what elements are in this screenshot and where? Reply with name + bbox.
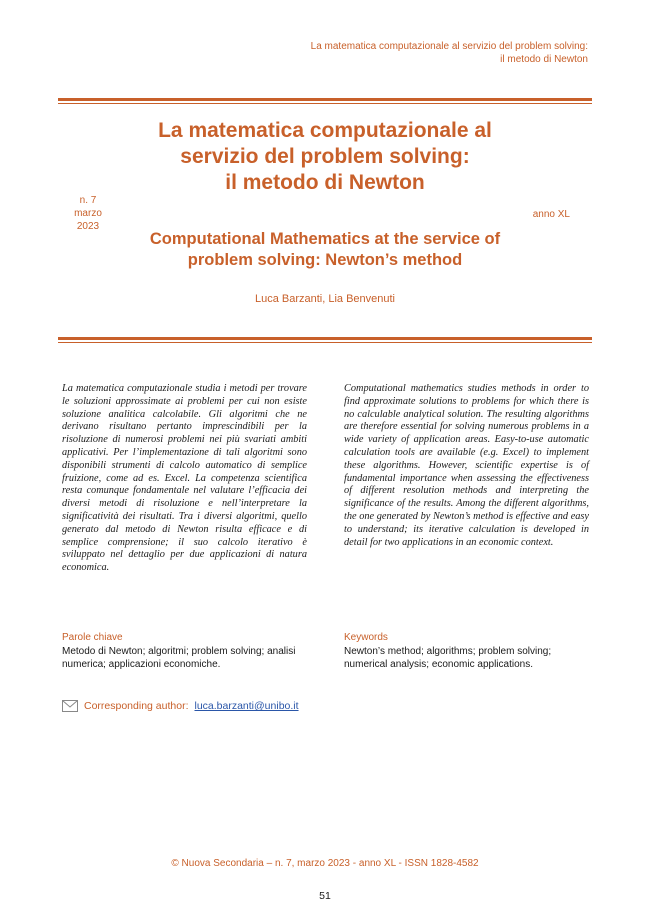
envelope-icon [62,700,78,712]
author-email-link[interactable]: luca.barzanti@unibo.it [194,700,299,712]
corresponding-author [62,700,299,712]
running-header [168,40,588,66]
top-divider [58,98,592,104]
running-header-line2: il metodo di Newton [500,54,588,65]
keywords-it-text: Metodo di Newton; algoritmi; problem solving; analisi numerica; applicazioni economiche. [62,646,296,670]
issue-number: n. 7 [79,195,97,206]
article-title-english [120,229,530,271]
issue-info [66,194,110,233]
title-en-line2: problem solving: Newton’s method [187,251,463,269]
middle-divider [58,337,592,343]
running-header-line1: La matematica computazionale al servizio del problem solving: [310,41,588,52]
title-it-line2: servizio del problem solving: [180,145,470,168]
issue-anno: anno XL [532,209,570,220]
title-en-line1: Computational Mathematics at the service of [149,230,501,248]
footer-citation: © Nuova Secondaria – n. 7, marzo 2023 - anno XL - ISSN 1828-4582 [171,858,479,869]
keywords-en-title: Keywords [344,632,388,643]
page-number: 51 [319,890,331,902]
abstract-english: Computational mathematics studies methods in order to find approximate solutions to problems for which there is no calculable analytical solution. The resulting algorithms are therefore essential for solving numerous problems in a wide variety of application areas. Easy-to-use automatic calculation tools are available (e.g. Excel) to implement these algorithms. However, scientific expertise is of fundamental importance when assessing the effectiveness of different resolution methods and interpreting the significance of the results. Among the different algorithms, the one generated by Newton’s method is effective and easy to understand; its iterative calculation is developed in detail for two applications in an economic context. [344,383,589,548]
authors: Luca Barzanti, Lia Benvenuti [254,293,396,305]
article-title-italian [120,118,530,196]
issue-year: 2023 [76,221,100,232]
issue-month: marzo [74,208,102,219]
keywords-en-text: Newton’s method; algorithms; problem solving; numerical analysis; economic applications. [344,646,552,670]
keywords-it-title: Parole chiave [62,632,123,643]
corresponding-label: Corresponding author: [84,700,189,712]
keywords-english [344,631,589,671]
abstract-italian: La matematica computazionale studia i metodi per trovare le soluzioni approssimate ai problemi per cui non esiste soluzione analitica calcolabile. Gli algoritmi che ne derivano risultano pertanto imprescindibili per la risoluzione di numerosi problemi nei più svariati ambiti applicativi. Per l’implementazione di tali algoritmi sono disponibili strumenti di calcolo automatico di semplice fruizione, come ad es. Excel. La competenza scientifica resta comunque fondamentale nel valutare l’efficacia dei diversi metodi di risoluzione e nell’interpretare la significatività dei risultati. Tra i diversi algoritmi, quello generato dal metodo di Newton risulta efficace e di semplice comprensione; il suo calcolo iterativo è sviluppato nel dettaglio per due applicazioni di natura economica. [62,383,307,574]
title-it-line1: La matematica computazionale al [158,119,492,142]
title-it-line3: il metodo di Newton [225,171,425,194]
keywords-italian [62,631,307,671]
